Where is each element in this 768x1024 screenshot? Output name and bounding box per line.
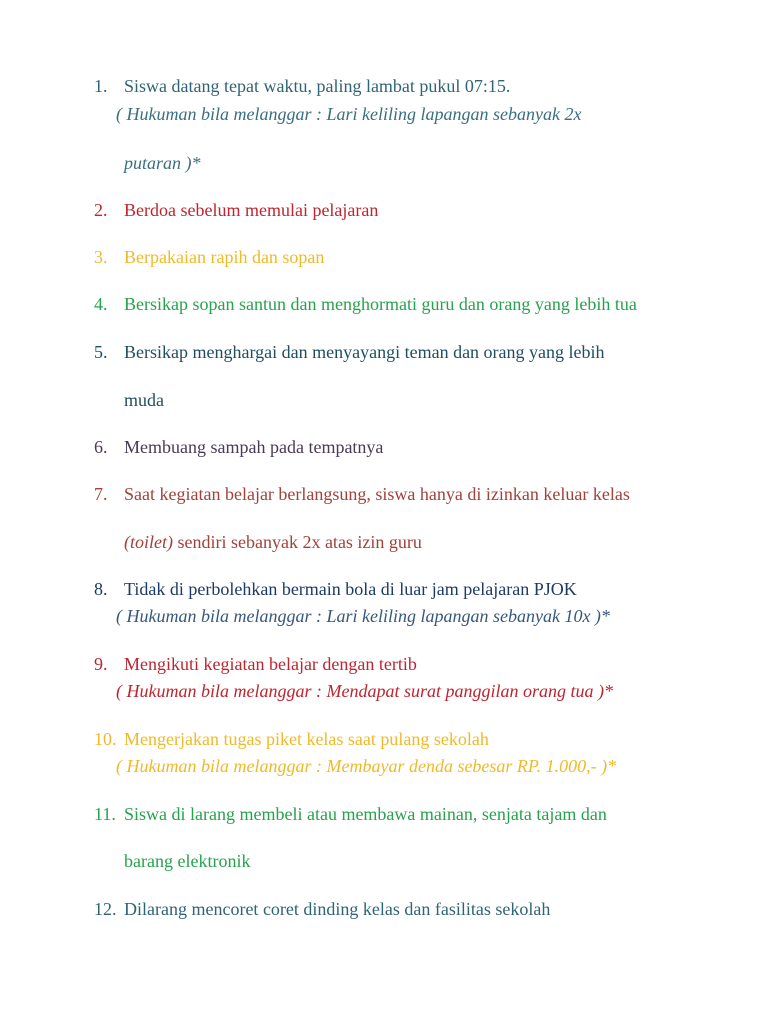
rule-text: Mengerjakan tugas piket kelas saat pulang sekolah (124, 729, 489, 749)
rule-number: 8. (94, 579, 108, 599)
rule-text-rest: sendiri sebanyak 2x atas izin guru (172, 532, 422, 552)
rule-number: 10. (94, 729, 117, 749)
rule-text-continued: barang elektronik (124, 851, 251, 871)
punishment-note: ( Hukuman bila melanggar : Mendapat surat panggilan orang tua )* (116, 681, 613, 701)
rule-number: 7. (94, 484, 108, 504)
rule-text: Siswa di larang membeli atau membawa mainan, senjata tajam dan (124, 804, 607, 824)
rule-text: Saat kegiatan belajar berlangsung, siswa hanya di izinkan keluar kelas (124, 484, 630, 504)
rule-text: Bersikap sopan santun dan menghormati guru dan orang yang lebih tua (124, 294, 637, 314)
rule-text: Dilarang mencoret coret dinding kelas dan fasilitas sekolah (124, 899, 551, 919)
punishment-note: ( Hukuman bila melanggar : Membayar denda sebesar RP. 1.000,- )* (116, 756, 617, 776)
rule-number: 11. (94, 804, 116, 824)
rule-text: Bersikap menghargai dan menyayangi teman dan orang yang lebih (124, 342, 605, 362)
rule-text: Berdoa sebelum memulai pelajaran (124, 200, 379, 220)
rule-number: 4. (94, 294, 108, 314)
rule-text: Siswa datang tepat waktu, paling lambat pukul 07:15. (124, 76, 511, 96)
punishment-note: ( Hukuman bila melanggar : Lari keliling lapangan sebanyak 10x )* (116, 606, 610, 626)
rule-text-continued: muda (124, 390, 164, 410)
punishment-note: ( Hukuman bila melanggar : Lari keliling lapangan sebanyak 2x (116, 104, 582, 124)
rule-text-continued (124, 531, 422, 553)
rule-text: Membuang sampah pada tempatnya (124, 437, 384, 457)
rule-number: 1. (94, 76, 108, 96)
rule-text: Mengikuti kegiatan belajar dengan tertib (124, 654, 417, 674)
rule-number: 3. (94, 247, 108, 267)
punishment-note-continued: putaran )* (124, 153, 201, 173)
rule-number: 12. (94, 899, 117, 919)
rule-number: 6. (94, 437, 108, 457)
rule-text: Tidak di perbolehkan bermain bola di luar jam pelajaran PJOK (124, 579, 577, 599)
rule-number: 2. (94, 200, 108, 220)
rule-text-italic-part: (toilet) (124, 532, 173, 552)
rule-text: Berpakaian rapih dan sopan (124, 247, 325, 267)
rule-number: 5. (94, 342, 108, 362)
rule-number: 9. (94, 654, 108, 674)
